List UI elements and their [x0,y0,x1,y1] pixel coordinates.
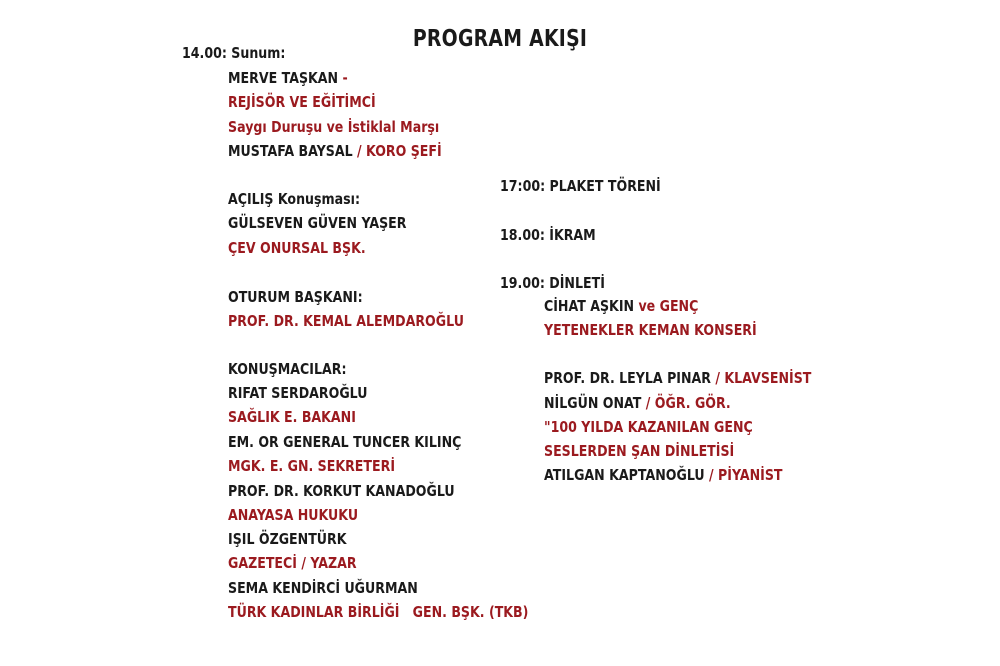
pianist-line [544,466,783,484]
pianist-name: ATILGAN KAPTANOĞLU [544,466,705,484]
vocal-recital-title: "100 YILDA KAZANILAN GENÇ [544,418,753,436]
pianist-role: / PİYANİST [704,466,783,484]
violinist-name: CİHAT AŞKIN [544,297,635,315]
vocal-recital-title: SESLERDEN ŞAN DİNLETİSİ [544,442,735,460]
dinleti-heading: 19.00: DİNLETİ [500,274,605,292]
harpsichordist-name: PROF. DR. LEYLA PINAR [544,369,712,387]
speaker-role: GAZETECİ / YAZAR [228,554,357,572]
choir-line [228,142,442,160]
speakers-label: KONUŞMACILAR: [228,360,347,378]
session-chair-label: OTURUM BAŞKANI: [228,288,363,306]
speaker-role: SAĞLIK E. BAKANI [228,408,356,426]
choir-conductor-name: MUSTAFA BAYSAL [228,142,353,160]
harpsichordist-line [544,369,811,387]
sunum-time: 14.00: [182,44,227,62]
session-chair-name: PROF. DR. KEMAL ALEMDAROĞLU [228,312,464,330]
speaker-role: TÜRK KADINLAR BİRLİĞİ GEN. BŞK. (TKB) [228,603,529,621]
violinist-and-young: ve GENÇ [634,297,699,315]
speaker-name: SEMA KENDİRCİ UĞURMAN [228,579,418,597]
violinist-line [544,297,698,315]
speaker-name: PROF. DR. KORKUT KANADOĞLU [228,482,455,500]
choir-conductor-role: / KORO ŞEFİ [352,142,442,160]
ikram: 18.00: İKRAM [500,226,596,244]
presenter-dash: - [338,69,348,87]
lecturer-name: NİLGÜN ONAT [544,394,642,412]
speaker-role: ANAYASA HUKUKU [228,506,359,524]
lecturer-role: / ÖĞR. GÖR. [641,394,731,412]
speaker-name: IŞIL ÖZGENTÜRK [228,530,347,548]
speaker-name: RIFAT SERDAROĞLU [228,384,368,402]
page-title: PROGRAM AKIŞI [412,26,588,52]
speaker-role: MGK. E. GN. SEKRETERİ [228,457,396,475]
harpsichordist-role: / KLAVSENİST [711,369,812,387]
presenter-role: REJİSÖR VE EĞİTİMCİ [228,93,376,111]
lecturer-line [544,394,731,412]
presenter-name: MERVE TAŞKAN [228,69,339,87]
opening-speaker-name: GÜLSEVEN GÜVEN YAŞER [228,214,407,232]
saygi-durusu: Saygı Duruşu ve İstiklal Marşı [228,118,440,136]
opening-speaker-role: ÇEV ONURSAL BŞK. [228,239,366,257]
plaket-ceremony: 17:00: PLAKET TÖRENİ [500,177,661,195]
speaker-name: EM. OR GENERAL TUNCER KILINÇ [228,433,462,451]
sunum-line [182,44,285,62]
violin-concert: YETENEKLER KEMAN KONSERİ [544,321,757,339]
opening-speech-label: AÇILIŞ Konuşması: [228,190,360,208]
presenter-line [228,69,348,87]
sunum-label: Sunum: [231,44,286,62]
